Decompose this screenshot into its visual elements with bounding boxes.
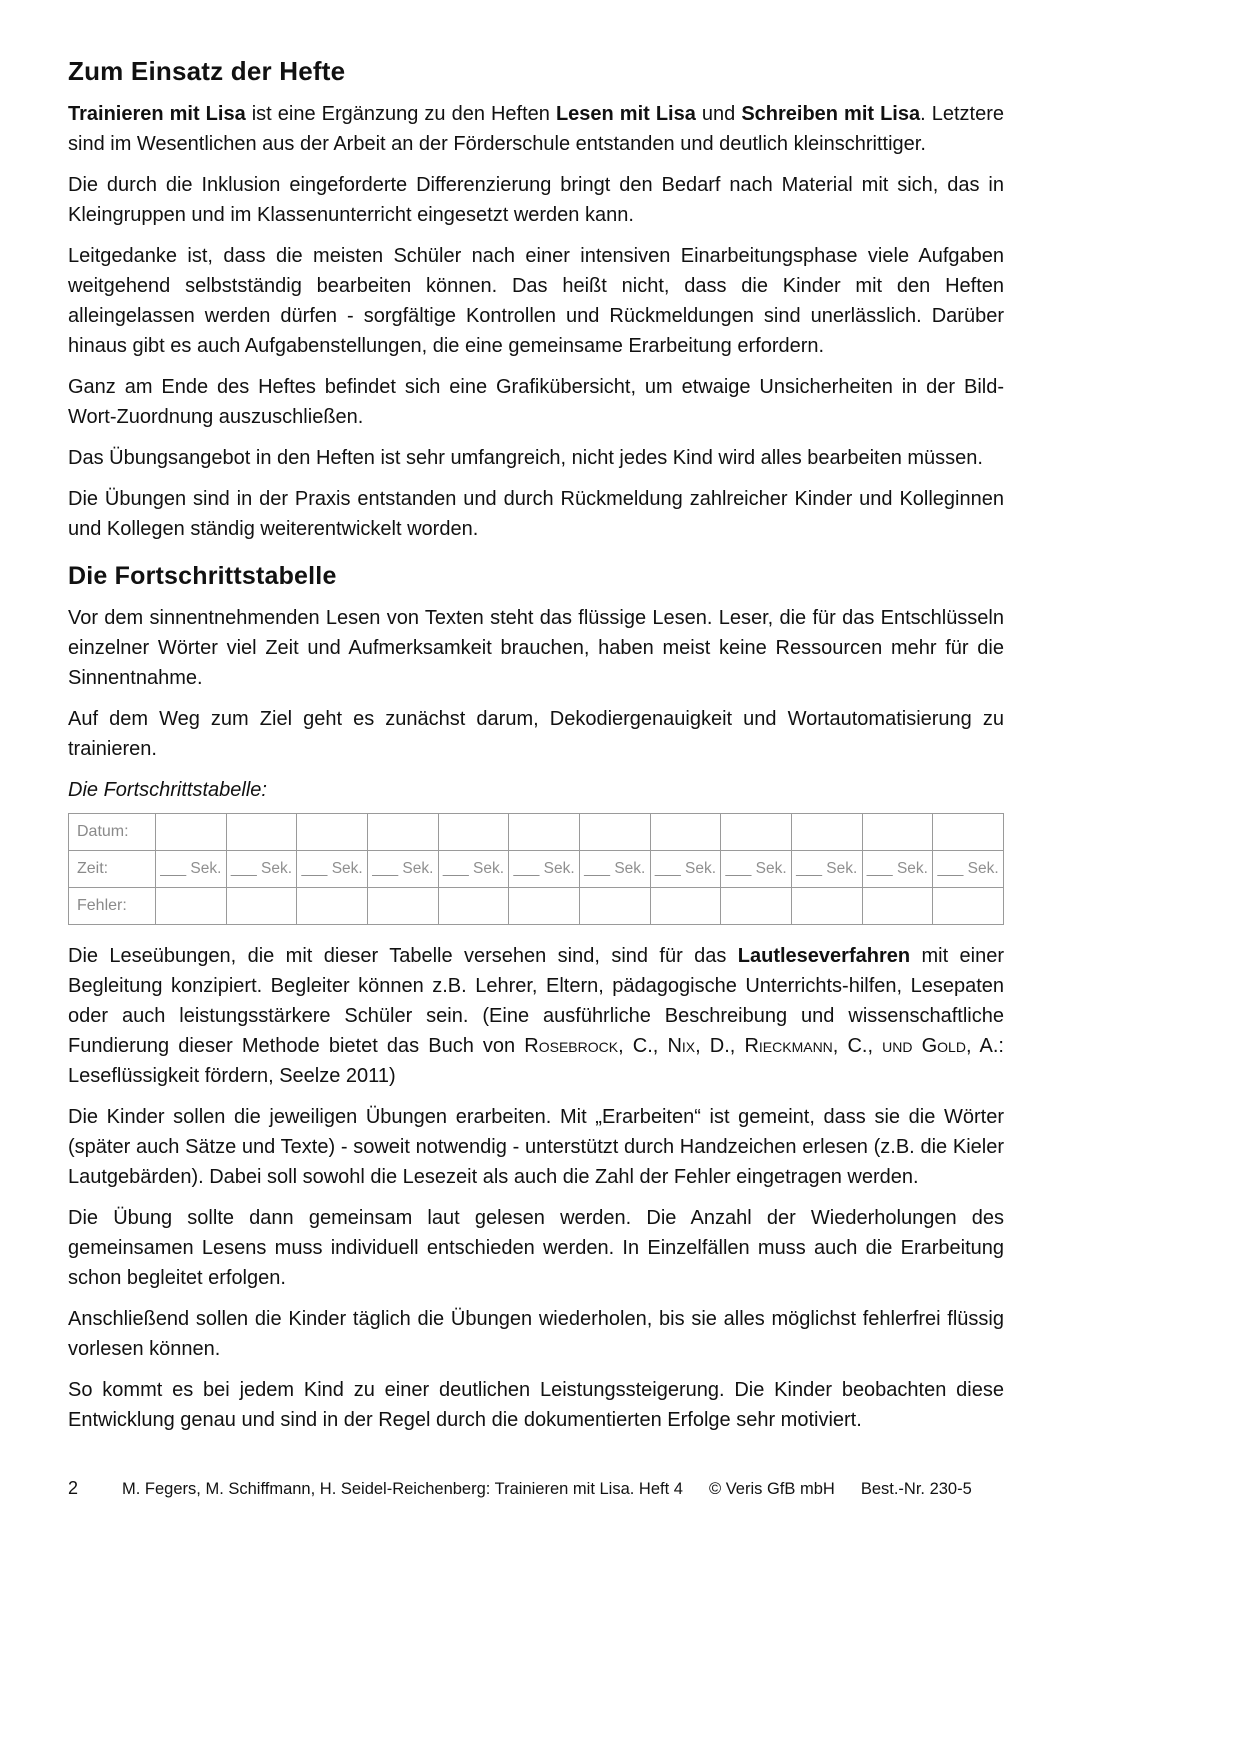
text-run: , D., [695, 1035, 745, 1057]
table-cell [650, 814, 721, 851]
table-cell [438, 814, 509, 851]
text-run: ist eine Ergänzung zu den Heften [245, 103, 556, 125]
table-cell [156, 888, 227, 925]
text-run: Die Kinder sollen die jeweiligen Übungen erarbeiten. Mit „Erarbeiten“ ist gemeint, dass sie die Wörter (später auch Sätze und Texte) - soweit notwendig - unterstützt durch Handzeichen erlesen (z.B. die Kieler Lautgebärden). Dabei soll sowohl die Lesezeit als auch die Zahl der Fehler eingetragen werden. [68, 1106, 1004, 1188]
text-run: So kommt es bei jedem Kind zu einer deutlichen Leistungssteigerung. Die Kinder beobachten diese Entwicklung genau und sind in der Regel durch die dokumentierten Erfolge sehr motiviert. [68, 1379, 1004, 1431]
table-cell: ___ Sek. [297, 851, 368, 888]
text-run: Nix [667, 1035, 696, 1057]
text-run: Die Fortschrittstabelle: [68, 779, 267, 801]
table-cell [791, 814, 862, 851]
progress-table [68, 813, 1004, 925]
section-heading: Zum Einsatz der Hefte [68, 56, 346, 86]
footer-order-number: Best.-Nr. 230-5 [860, 1480, 972, 1498]
paragraph [68, 99, 1004, 159]
paragraph [68, 241, 1004, 361]
table-cell [933, 888, 1004, 925]
table-cell: ___ Sek. [721, 851, 792, 888]
text-run: Vor dem sinnentnehmenden Lesen von Texten steht das flüssige Lesen. Leser, die für das Entschlüsseln einzelner Wörter viel Zeit und Aufmerksamkeit brauchen, haben meist keine Ressourcen mehr für die Sinnentnahme. [68, 607, 1004, 689]
table-cell: ___ Sek. [367, 851, 438, 888]
paragraph [68, 603, 1004, 693]
table-cell [297, 888, 368, 925]
paragraph [68, 1304, 1004, 1364]
table-cell [862, 888, 933, 925]
page-footer [68, 1478, 1004, 1499]
text-run: Anschließend sollen die Kinder täglich die Übungen wiederholen, bis sie alles möglichst fehlerfrei flüssig vorlesen können. [68, 1308, 1004, 1360]
text-run: und [695, 103, 742, 125]
row-label: Fehler: [69, 888, 156, 925]
text-run: Die durch die Inklusion eingeforderte Differenzierung bringt den Bedarf nach Material mit sich, das in Kleingruppen und im Klassenunterricht eingesetzt werden kann. [68, 174, 1004, 226]
table-cell: ___ Sek. [579, 851, 650, 888]
footer-copyright: © Veris GfB mbH [708, 1480, 835, 1498]
text-run: . Letztere sind im Wesentlichen aus der Arbeit an der Förderschule entstanden und deutlich kleinschrittiger. [68, 103, 1004, 155]
text-run: Rieckmann [744, 1035, 833, 1057]
table-cell: ___ Sek. [226, 851, 297, 888]
text-run: Schreiben mit Lisa [741, 103, 921, 125]
text-run: Das Übungsangebot in den Heften ist sehr umfangreich, nicht jedes Kind wird alles bearbeiten müssen. [68, 447, 983, 469]
paragraph [68, 1203, 1004, 1293]
table-cell: ___ Sek. [933, 851, 1004, 888]
text-run: , C., [618, 1035, 668, 1057]
paragraph [68, 1102, 1004, 1192]
paragraph [68, 170, 1004, 230]
table-cell [650, 888, 721, 925]
table-cell [438, 888, 509, 925]
table-cell [579, 814, 650, 851]
paragraph [68, 372, 1004, 432]
table-cell [791, 888, 862, 925]
table-cell: ___ Sek. [509, 851, 580, 888]
table-cell [226, 814, 297, 851]
document-body [68, 56, 1004, 1446]
text-run: Lautleseverfahren [737, 945, 911, 967]
row-label: Zeit: [69, 851, 156, 888]
paragraph [68, 704, 1004, 764]
text-run: Leitgedanke ist, dass die meisten Schüler nach einer intensiven Einarbeitungsphase viele Aufgaben weitgehend selbstständig bearbeiten können. Das heißt nicht, dass die Kinder mit den Heften alleingelassen werden dürfen - sorgfältige Kontrollen und Rückmeldungen sind unerlässlich. Darüber hinaus gibt es auch Aufgabenstellungen, die eine gemeinsame Erarbeitung erfordern. [68, 245, 1004, 357]
table-row [69, 888, 1004, 925]
table-cell [862, 814, 933, 851]
text-run: Die Leseübungen, die mit dieser Tabelle versehen sind, sind für das [68, 945, 738, 967]
table-cell [367, 888, 438, 925]
table-cell [721, 888, 792, 925]
paragraph [68, 443, 1004, 473]
table-cell [367, 814, 438, 851]
table-cell: ___ Sek. [650, 851, 721, 888]
paragraph [68, 1375, 1004, 1435]
table-cell [509, 888, 580, 925]
table-row [69, 851, 1004, 888]
text-run: , A.: Leseflüssigkeit fördern, Seelze 2011) [68, 1035, 1004, 1087]
text-run: Die Übung sollte dann gemeinsam laut gelesen werden. Die Anzahl der Wiederholungen des gemeinsamen Lesens muss individuell entschieden werden. In Einzelfällen muss auch die Erarbeitung schon begleitet erfolgen. [68, 1207, 1004, 1289]
text-run: Auf dem Weg zum Ziel geht es zunächst darum, Dekodiergenauigkeit und Wortautomatisierung zu trainieren. [68, 708, 1004, 760]
text-run: mit einer Begleitung konzipiert. Begleiter können z.B. Lehrer, Eltern, pädagogische Unterrichts-hilfen, Lesepaten oder auch leistungsstärkere Schüler sein. (Eine ausführliche Beschreibung und wissenschaftliche Fundierung dieser Methode bietet das Buch von [68, 945, 1004, 1057]
paragraph [68, 941, 1004, 1091]
table-cell: ___ Sek. [438, 851, 509, 888]
paragraph [68, 775, 1004, 805]
table-cell [156, 814, 227, 851]
text-run: Die Übungen sind in der Praxis entstanden und durch Rückmeldung zahlreicher Kinder und Kolleginnen und Kollegen ständig weiterentwickelt worden. [68, 488, 1004, 540]
text-run: Trainieren mit Lisa [68, 103, 246, 125]
text-run: und [882, 1035, 913, 1057]
table-cell: ___ Sek. [791, 851, 862, 888]
text-run: , C., [832, 1035, 883, 1057]
text-run [912, 1035, 921, 1057]
table-cell: ___ Sek. [156, 851, 227, 888]
table-cell [226, 888, 297, 925]
text-run: Ganz am Ende des Heftes befindet sich eine Grafikübersicht, um etwaige Unsicherheiten in der Bild-Wort-Zuordnung auszuschließen. [68, 376, 1004, 428]
table-cell: ___ Sek. [862, 851, 933, 888]
table-cell [509, 814, 580, 851]
table-cell [721, 814, 792, 851]
text-run: Gold [921, 1035, 966, 1057]
page-number: 2 [68, 1478, 79, 1498]
row-label: Datum: [69, 814, 156, 851]
table-row [69, 814, 1004, 851]
subsection-heading: Die Fortschrittstabelle [68, 562, 337, 590]
paragraph [68, 484, 1004, 544]
footer-credit: M. Fegers, M. Schiffmann, H. Seidel-Reichenberg: Trainieren mit Lisa. Heft 4 [122, 1480, 683, 1498]
table-cell [933, 814, 1004, 851]
text-run: Rosebrock [524, 1035, 619, 1057]
table-cell [579, 888, 650, 925]
table-cell [297, 814, 368, 851]
text-run: Lesen mit Lisa [555, 103, 696, 125]
